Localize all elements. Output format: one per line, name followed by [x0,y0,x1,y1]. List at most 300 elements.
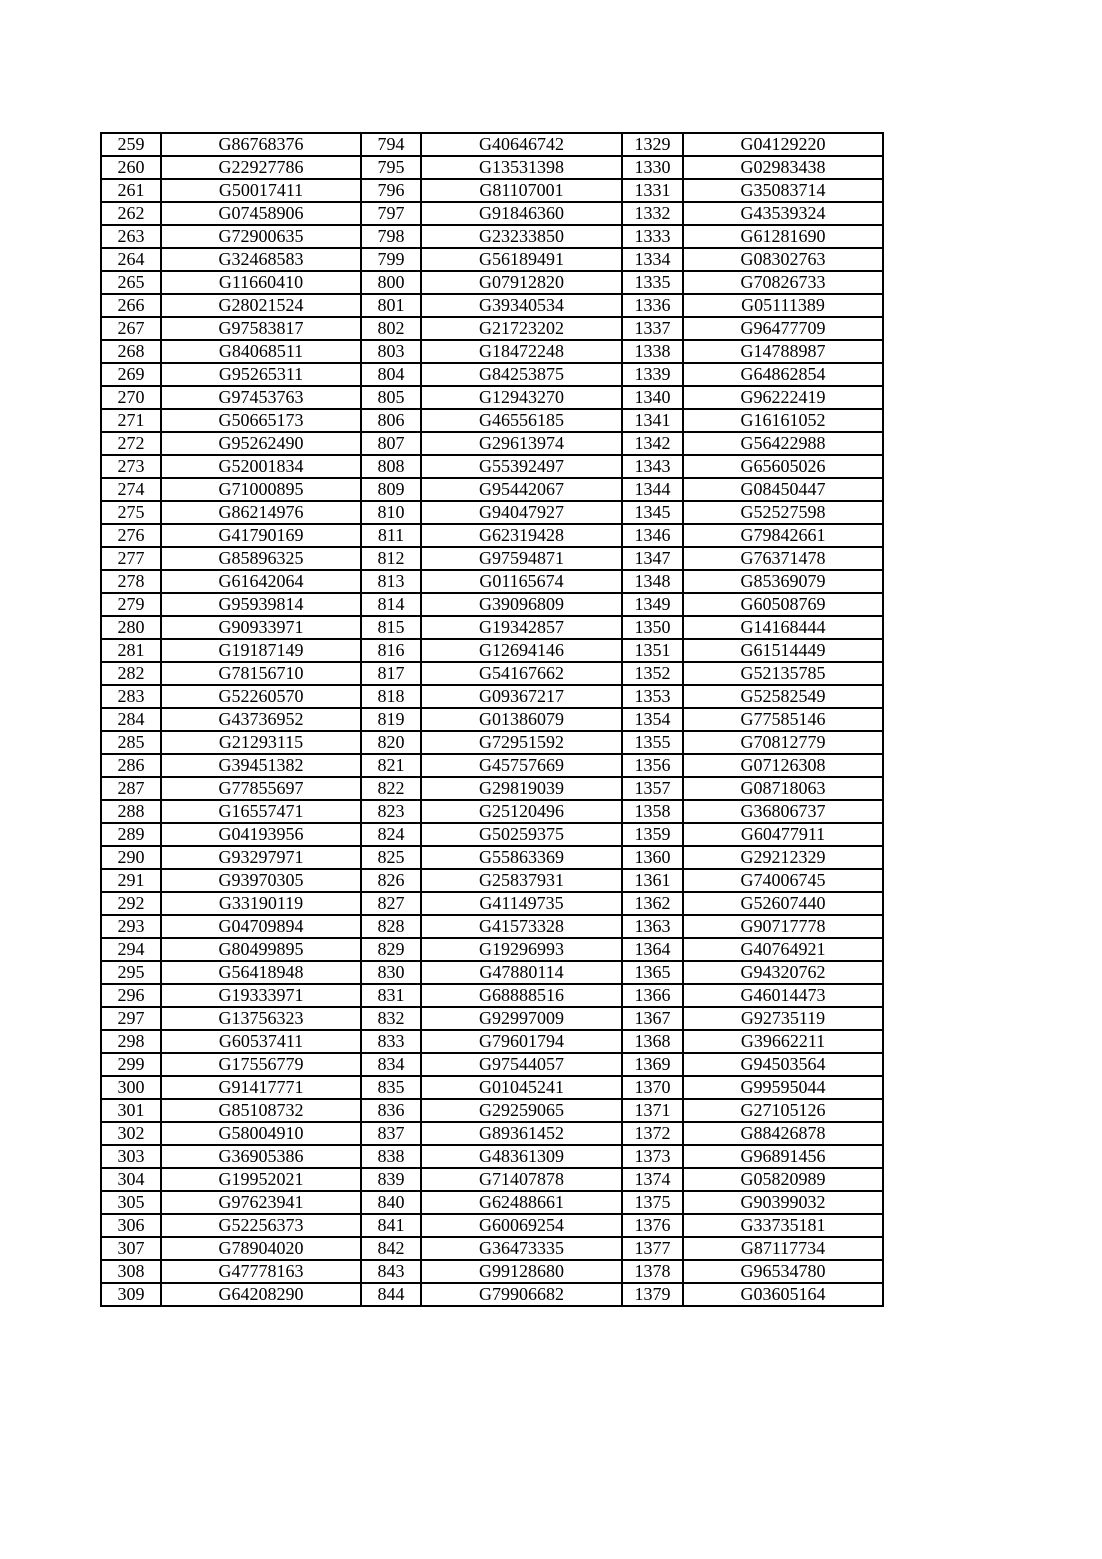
seq-number-cell: 297 [101,1007,161,1030]
seq-number-cell: 834 [361,1053,421,1076]
seq-number-cell: 1354 [622,708,683,731]
seq-number-cell: 1367 [622,1007,683,1030]
seq-number-cell: 830 [361,961,421,984]
id-code-cell: G85108732 [161,1099,361,1122]
table-row [101,294,883,317]
id-code-cell: G41790169 [161,524,361,547]
id-code-cell: G29259065 [421,1099,622,1122]
seq-number-cell: 281 [101,639,161,662]
id-code-cell: G47880114 [421,961,622,984]
table-row [101,524,883,547]
seq-number-cell: 1370 [622,1076,683,1099]
table-row [101,1122,883,1145]
seq-number-cell: 1330 [622,156,683,179]
id-code-cell: G55392497 [421,455,622,478]
table-row [101,1007,883,1030]
id-code-cell: G19342857 [421,616,622,639]
seq-number-cell: 840 [361,1191,421,1214]
table-row [101,892,883,915]
id-code-cell: G62488661 [421,1191,622,1214]
id-code-cell: G56189491 [421,248,622,271]
id-code-cell: G86768376 [161,133,361,156]
seq-number-cell: 1342 [622,432,683,455]
seq-number-cell: 309 [101,1283,161,1306]
seq-number-cell: 292 [101,892,161,915]
seq-number-cell: 1348 [622,570,683,593]
seq-number-cell: 275 [101,501,161,524]
id-code-cell: G96891456 [683,1145,883,1168]
id-code-cell: G52001834 [161,455,361,478]
id-code-cell: G58004910 [161,1122,361,1145]
id-code-cell: G88426878 [683,1122,883,1145]
seq-number-cell: 1361 [622,869,683,892]
seq-number-cell: 267 [101,317,161,340]
seq-number-cell: 816 [361,639,421,662]
seq-number-cell: 270 [101,386,161,409]
seq-number-cell: 1335 [622,271,683,294]
seq-number-cell: 800 [361,271,421,294]
seq-number-cell: 804 [361,363,421,386]
id-code-cell: G92735119 [683,1007,883,1030]
id-code-cell: G97453763 [161,386,361,409]
id-code-cell: G79601794 [421,1030,622,1053]
seq-number-cell: 1353 [622,685,683,708]
table-row [101,202,883,225]
id-code-cell: G77855697 [161,777,361,800]
seq-number-cell: 1368 [622,1030,683,1053]
id-code-cell: G33190119 [161,892,361,915]
seq-number-cell: 810 [361,501,421,524]
seq-number-cell: 289 [101,823,161,846]
seq-number-cell: 798 [361,225,421,248]
id-code-cell: G29212329 [683,846,883,869]
id-code-cell: G90399032 [683,1191,883,1214]
id-code-cell: G99128680 [421,1260,622,1283]
id-code-cell: G23233850 [421,225,622,248]
seq-number-cell: 273 [101,455,161,478]
id-code-cell: G03605164 [683,1283,883,1306]
seq-number-cell: 284 [101,708,161,731]
seq-number-cell: 795 [361,156,421,179]
id-code-cell: G36806737 [683,800,883,823]
seq-number-cell: 801 [361,294,421,317]
table-row [101,708,883,731]
seq-number-cell: 806 [361,409,421,432]
table-row [101,984,883,1007]
seq-number-cell: 304 [101,1168,161,1191]
seq-number-cell: 1378 [622,1260,683,1283]
seq-number-cell: 803 [361,340,421,363]
id-code-cell: G50665173 [161,409,361,432]
seq-number-cell: 794 [361,133,421,156]
seq-number-cell: 1372 [622,1122,683,1145]
seq-number-cell: 265 [101,271,161,294]
id-code-cell: G60537411 [161,1030,361,1053]
id-code-cell: G97544057 [421,1053,622,1076]
id-code-cell: G85369079 [683,570,883,593]
seq-number-cell: 821 [361,754,421,777]
id-code-cell: G19952021 [161,1168,361,1191]
table-row [101,938,883,961]
seq-number-cell: 260 [101,156,161,179]
id-code-cell: G01045241 [421,1076,622,1099]
id-code-cell: G91846360 [421,202,622,225]
seq-number-cell: 1362 [622,892,683,915]
table-row [101,639,883,662]
seq-number-cell: 842 [361,1237,421,1260]
seq-number-cell: 811 [361,524,421,547]
id-code-cell: G55863369 [421,846,622,869]
seq-number-cell: 827 [361,892,421,915]
seq-number-cell: 1350 [622,616,683,639]
table-row [101,455,883,478]
id-code-cell: G79842661 [683,524,883,547]
id-code-cell: G08302763 [683,248,883,271]
seq-number-cell: 823 [361,800,421,823]
id-code-cell: G97594871 [421,547,622,570]
table-row [101,1191,883,1214]
id-code-cell: G99595044 [683,1076,883,1099]
seq-number-cell: 1338 [622,340,683,363]
table-row [101,823,883,846]
id-code-cell: G21293115 [161,731,361,754]
seq-number-cell: 844 [361,1283,421,1306]
seq-number-cell: 1346 [622,524,683,547]
id-code-cell: G71000895 [161,478,361,501]
seq-number-cell: 306 [101,1214,161,1237]
id-code-cell: G39662211 [683,1030,883,1053]
seq-number-cell: 1376 [622,1214,683,1237]
id-code-cell: G50259375 [421,823,622,846]
table-row [101,1214,883,1237]
id-code-cell: G29819039 [421,777,622,800]
seq-number-cell: 1377 [622,1237,683,1260]
seq-number-cell: 837 [361,1122,421,1145]
seq-number-cell: 285 [101,731,161,754]
id-code-cell: G25837931 [421,869,622,892]
id-code-cell: G39340534 [421,294,622,317]
table-row [101,317,883,340]
table-row [101,869,883,892]
seq-number-cell: 807 [361,432,421,455]
table-row [101,1145,883,1168]
table-row [101,846,883,869]
seq-number-cell: 796 [361,179,421,202]
seq-number-cell: 300 [101,1076,161,1099]
id-code-cell: G96534780 [683,1260,883,1283]
seq-number-cell: 833 [361,1030,421,1053]
id-code-cell: G35083714 [683,179,883,202]
seq-number-cell: 825 [361,846,421,869]
table-row [101,685,883,708]
seq-number-cell: 1329 [622,133,683,156]
table-row [101,547,883,570]
id-code-cell: G71407878 [421,1168,622,1191]
id-code-cell: G68888516 [421,984,622,1007]
id-code-cell: G16557471 [161,800,361,823]
table-row [101,593,883,616]
seq-number-cell: 1364 [622,938,683,961]
seq-number-cell: 271 [101,409,161,432]
seq-number-cell: 802 [361,317,421,340]
seq-number-cell: 818 [361,685,421,708]
table-row [101,616,883,639]
id-code-cell: G52527598 [683,501,883,524]
id-code-cell: G36473335 [421,1237,622,1260]
table-row [101,478,883,501]
id-code-cell: G94047927 [421,501,622,524]
id-code-cell: G79906682 [421,1283,622,1306]
id-code-cell: G07458906 [161,202,361,225]
seq-number-cell: 294 [101,938,161,961]
id-code-cell: G60477911 [683,823,883,846]
table-row [101,156,883,179]
seq-number-cell: 1332 [622,202,683,225]
seq-number-cell: 1336 [622,294,683,317]
seq-number-cell: 817 [361,662,421,685]
id-code-cell: G60508769 [683,593,883,616]
id-code-cell: G39096809 [421,593,622,616]
id-code-cell: G56418948 [161,961,361,984]
id-code-cell: G94320762 [683,961,883,984]
id-code-cell: G40646742 [421,133,622,156]
id-code-cell: G14788987 [683,340,883,363]
seq-number-cell: 824 [361,823,421,846]
table-row [101,179,883,202]
id-code-cell: G77585146 [683,708,883,731]
id-code-cell: G16161052 [683,409,883,432]
seq-number-cell: 278 [101,570,161,593]
id-code-cell: G76371478 [683,547,883,570]
seq-number-cell: 832 [361,1007,421,1030]
seq-number-cell: 822 [361,777,421,800]
id-code-cell: G09367217 [421,685,622,708]
seq-number-cell: 820 [361,731,421,754]
seq-number-cell: 1356 [622,754,683,777]
seq-number-cell: 280 [101,616,161,639]
table-row [101,731,883,754]
table-row [101,363,883,386]
table-row [101,248,883,271]
id-code-cell: G21723202 [421,317,622,340]
id-code-cell: G64862854 [683,363,883,386]
seq-number-cell: 307 [101,1237,161,1260]
seq-number-cell: 829 [361,938,421,961]
seq-number-cell: 1340 [622,386,683,409]
id-code-cell: G05820989 [683,1168,883,1191]
seq-number-cell: 797 [361,202,421,225]
id-code-cell: G19296993 [421,938,622,961]
seq-number-cell: 1345 [622,501,683,524]
seq-number-cell: 299 [101,1053,161,1076]
seq-number-cell: 819 [361,708,421,731]
seq-number-cell: 1331 [622,179,683,202]
id-code-cell: G91417771 [161,1076,361,1099]
id-code-cell: G39451382 [161,754,361,777]
id-code-cell: G95262490 [161,432,361,455]
seq-number-cell: 815 [361,616,421,639]
id-code-cell: G74006745 [683,869,883,892]
seq-number-cell: 277 [101,547,161,570]
table-row [101,432,883,455]
seq-number-cell: 301 [101,1099,161,1122]
seq-number-cell: 262 [101,202,161,225]
table-row [101,662,883,685]
id-code-cell: G43736952 [161,708,361,731]
id-code-cell: G87117734 [683,1237,883,1260]
table-row [101,570,883,593]
seq-number-cell: 1358 [622,800,683,823]
id-code-cell: G43539324 [683,202,883,225]
table-row [101,386,883,409]
id-code-cell: G61281690 [683,225,883,248]
seq-number-cell: 835 [361,1076,421,1099]
seq-number-cell: 1344 [622,478,683,501]
id-code-cell: G25120496 [421,800,622,823]
id-code-cell: G94503564 [683,1053,883,1076]
id-code-cell: G89361452 [421,1122,622,1145]
id-code-cell: G11660410 [161,271,361,294]
id-code-cell: G72951592 [421,731,622,754]
id-code-cell: G12943270 [421,386,622,409]
id-code-cell: G96477709 [683,317,883,340]
table-row [101,777,883,800]
seq-number-cell: 259 [101,133,161,156]
seq-number-cell: 843 [361,1260,421,1283]
table-row [101,501,883,524]
seq-number-cell: 274 [101,478,161,501]
id-code-cell: G13531398 [421,156,622,179]
id-code-cell: G48361309 [421,1145,622,1168]
id-code-cell: G08718063 [683,777,883,800]
id-code-cell: G80499895 [161,938,361,961]
seq-number-cell: 828 [361,915,421,938]
table-row [101,800,883,823]
seq-number-cell: 296 [101,984,161,1007]
seq-number-cell: 814 [361,593,421,616]
seq-number-cell: 1373 [622,1145,683,1168]
id-code-cell: G02983438 [683,156,883,179]
table-row [101,1030,883,1053]
seq-number-cell: 264 [101,248,161,271]
id-code-cell: G29613974 [421,432,622,455]
seq-number-cell: 302 [101,1122,161,1145]
seq-number-cell: 805 [361,386,421,409]
seq-number-cell: 809 [361,478,421,501]
seq-number-cell: 266 [101,294,161,317]
id-code-cell: G62319428 [421,524,622,547]
seq-number-cell: 295 [101,961,161,984]
seq-number-cell: 272 [101,432,161,455]
id-code-cell: G84068511 [161,340,361,363]
id-code-cell: G81107001 [421,179,622,202]
seq-number-cell: 839 [361,1168,421,1191]
seq-number-cell: 1352 [622,662,683,685]
id-code-cell: G92997009 [421,1007,622,1030]
seq-number-cell: 841 [361,1214,421,1237]
seq-number-cell: 263 [101,225,161,248]
id-code-cell: G05111389 [683,294,883,317]
id-code-cell: G93970305 [161,869,361,892]
id-code-cell: G19187149 [161,639,361,662]
id-code-cell: G52260570 [161,685,361,708]
seq-number-cell: 261 [101,179,161,202]
table-row [101,754,883,777]
id-code-cell: G60069254 [421,1214,622,1237]
id-code-cell: G72900635 [161,225,361,248]
seq-number-cell: 838 [361,1145,421,1168]
table-row [101,1237,883,1260]
table-row [101,1260,883,1283]
id-code-cell: G96222419 [683,386,883,409]
id-code-cell: G47778163 [161,1260,361,1283]
seq-number-cell: 1357 [622,777,683,800]
seq-number-cell: 1347 [622,547,683,570]
id-code-cell: G46014473 [683,984,883,1007]
seq-number-cell: 291 [101,869,161,892]
seq-number-cell: 799 [361,248,421,271]
id-code-cell: G01165674 [421,570,622,593]
id-code-cell: G61514449 [683,639,883,662]
id-code-cell: G93297971 [161,846,361,869]
id-code-cell: G78904020 [161,1237,361,1260]
id-code-cell: G52256373 [161,1214,361,1237]
seq-number-cell: 282 [101,662,161,685]
table-row [101,1076,883,1099]
seq-number-cell: 268 [101,340,161,363]
id-code-cell: G08450447 [683,478,883,501]
id-code-cell: G86214976 [161,501,361,524]
id-code-cell: G61642064 [161,570,361,593]
seq-number-cell: 1341 [622,409,683,432]
id-code-cell: G12694146 [421,639,622,662]
id-code-cell: G85896325 [161,547,361,570]
id-code-cell: G17556779 [161,1053,361,1076]
id-code-cell: G07912820 [421,271,622,294]
id-code-cell: G95939814 [161,593,361,616]
seq-number-cell: 303 [101,1145,161,1168]
id-code-cell: G36905386 [161,1145,361,1168]
id-code-cell: G04193956 [161,823,361,846]
id-code-cell: G84253875 [421,363,622,386]
id-code-cell: G14168444 [683,616,883,639]
seq-number-cell: 1351 [622,639,683,662]
id-code-cell: G97623941 [161,1191,361,1214]
id-code-cell: G22927786 [161,156,361,179]
seq-number-cell: 308 [101,1260,161,1283]
table-row [101,915,883,938]
id-code-cell: G56422988 [683,432,883,455]
id-code-cell: G18472248 [421,340,622,363]
table-row [101,340,883,363]
seq-number-cell: 1371 [622,1099,683,1122]
id-code-cell: G97583817 [161,317,361,340]
table-row [101,133,883,156]
seq-number-cell: 288 [101,800,161,823]
seq-number-cell: 293 [101,915,161,938]
id-code-cell: G46556185 [421,409,622,432]
seq-number-cell: 1379 [622,1283,683,1306]
table-row [101,961,883,984]
seq-number-cell: 1343 [622,455,683,478]
id-code-cell: G04129220 [683,133,883,156]
id-code-cell: G52582549 [683,685,883,708]
id-code-cell: G41149735 [421,892,622,915]
id-code-cell: G52135785 [683,662,883,685]
seq-number-cell: 1355 [622,731,683,754]
seq-number-cell: 1349 [622,593,683,616]
seq-number-cell: 1365 [622,961,683,984]
